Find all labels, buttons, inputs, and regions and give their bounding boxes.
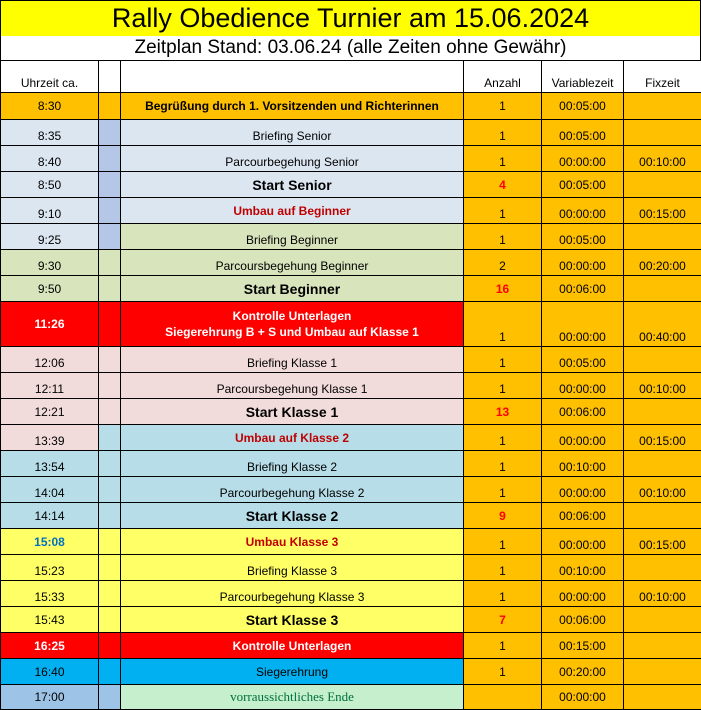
row-count: 1 [464, 120, 542, 146]
row-fixed: 00:10:00 [624, 146, 701, 172]
row-variable: 00:10:00 [542, 555, 624, 581]
row-time: 15:08 [1, 529, 99, 555]
row-count: 1 [464, 302, 542, 347]
row-count: 1 [464, 93, 542, 120]
row-label: Start Klasse 1 [121, 399, 464, 425]
row-variable: 00:00:00 [542, 529, 624, 555]
header-spacer-2 [121, 61, 464, 93]
row-marker [99, 172, 121, 198]
row-label: Briefing Beginner [121, 224, 464, 250]
row-label: Umbau auf Klasse 2 [121, 425, 464, 451]
row-fixed [624, 399, 701, 425]
row-marker [99, 685, 121, 710]
row-marker [99, 399, 121, 425]
header-spacer-1 [99, 61, 121, 93]
row-fixed [624, 276, 701, 302]
row-count: 9 [464, 503, 542, 529]
row-time: 16:25 [1, 633, 99, 659]
row-label: Briefing Klasse 1 [121, 347, 464, 373]
row-time: 8:30 [1, 93, 99, 120]
row-time: 12:06 [1, 347, 99, 373]
row-variable: 00:00:00 [542, 373, 624, 399]
row-time: 8:40 [1, 146, 99, 172]
row-count: 1 [464, 347, 542, 373]
row-marker [99, 477, 121, 503]
row-count: 1 [464, 555, 542, 581]
row-time: 12:11 [1, 373, 99, 399]
header-time: Uhrzeit ca. [1, 61, 99, 93]
row-time: 11:26 [1, 302, 99, 347]
table-row [1, 659, 701, 685]
row-marker [99, 373, 121, 399]
row-label: Start Klasse 2 [121, 503, 464, 529]
row-fixed [624, 555, 701, 581]
row-fixed: 00:15:00 [624, 198, 701, 224]
header-fixed: Fixzeit [624, 61, 701, 93]
header-count: Anzahl [464, 61, 542, 93]
row-marker [99, 250, 121, 276]
schedule-table [0, 60, 701, 710]
row-label: Parcoursbegehung Klasse 1 [121, 373, 464, 399]
row-time: 8:50 [1, 172, 99, 198]
page-subtitle: Zeitplan Stand: 03.06.24 (alle Zeiten ohne Gewähr) [0, 36, 701, 60]
row-variable: 00:06:00 [542, 607, 624, 633]
row-variable: 00:00:00 [542, 581, 624, 607]
row-label: Parcourbegehung Klasse 3 [121, 581, 464, 607]
page-title: Rally Obedience Turnier am 15.06.2024 [0, 0, 701, 37]
row-variable: 00:00:00 [542, 198, 624, 224]
row-marker [99, 425, 121, 451]
row-count: 4 [464, 172, 542, 198]
row-label: vorraussichtliches Ende [121, 685, 464, 710]
table-row [1, 399, 701, 425]
row-count [464, 685, 542, 710]
table-row [1, 555, 701, 581]
row-variable: 00:06:00 [542, 503, 624, 529]
table-row [1, 250, 701, 276]
row-fixed [624, 172, 701, 198]
row-marker [99, 607, 121, 633]
row-fixed [624, 633, 701, 659]
table-row [1, 633, 701, 659]
row-fixed [624, 347, 701, 373]
row-count: 1 [464, 224, 542, 250]
row-fixed: 00:40:00 [624, 302, 701, 347]
table-row [1, 302, 701, 347]
table-row [1, 276, 701, 302]
row-marker [99, 120, 121, 146]
row-count: 1 [464, 451, 542, 477]
row-time: 15:23 [1, 555, 99, 581]
table-row [1, 477, 701, 503]
row-marker [99, 198, 121, 224]
table-row [1, 93, 701, 120]
row-fixed: 00:10:00 [624, 373, 701, 399]
row-variable: 00:00:00 [542, 477, 624, 503]
row-marker [99, 555, 121, 581]
row-variable: 00:00:00 [542, 425, 624, 451]
row-label: Siegerehrung [121, 659, 464, 685]
row-fixed [624, 451, 701, 477]
row-time: 14:04 [1, 477, 99, 503]
row-label: Kontrolle Unterlagen [121, 633, 464, 659]
row-fixed [624, 224, 701, 250]
row-time: 15:43 [1, 607, 99, 633]
row-count: 2 [464, 250, 542, 276]
row-fixed [624, 503, 701, 529]
row-fixed: 00:20:00 [624, 250, 701, 276]
row-label: Umbau Klasse 3 [121, 529, 464, 555]
row-count: 1 [464, 425, 542, 451]
row-label-line-1: Kontrolle Unterlagen [121, 308, 463, 324]
row-fixed [624, 120, 701, 146]
row-label: Briefing Klasse 3 [121, 555, 464, 581]
row-marker [99, 529, 121, 555]
row-fixed [624, 685, 701, 710]
table-row [1, 172, 701, 198]
table-row [1, 685, 701, 710]
row-variable: 00:15:00 [542, 633, 624, 659]
row-variable: 00:05:00 [542, 120, 624, 146]
row-fixed: 00:15:00 [624, 425, 701, 451]
row-fixed: 00:10:00 [624, 477, 701, 503]
table-row [1, 529, 701, 555]
row-label [121, 302, 464, 347]
row-variable: 00:05:00 [542, 347, 624, 373]
table-row [1, 425, 701, 451]
row-marker [99, 451, 121, 477]
row-fixed: 00:15:00 [624, 529, 701, 555]
row-count: 1 [464, 633, 542, 659]
row-label: Briefing Klasse 2 [121, 451, 464, 477]
row-label: Parcoursbegehung Beginner [121, 250, 464, 276]
row-marker [99, 146, 121, 172]
table-row [1, 503, 701, 529]
row-label: Start Senior [121, 172, 464, 198]
row-fixed: 00:10:00 [624, 581, 701, 607]
row-variable: 00:06:00 [542, 276, 624, 302]
row-label-line-2: Siegerehrung B + S und Umbau auf Klasse 1 [121, 324, 463, 340]
row-time: 9:10 [1, 198, 99, 224]
row-variable: 00:05:00 [542, 172, 624, 198]
row-time: 13:54 [1, 451, 99, 477]
row-variable: 00:05:00 [542, 93, 624, 120]
row-marker [99, 224, 121, 250]
row-marker [99, 503, 121, 529]
row-time: 14:14 [1, 503, 99, 529]
header-row [1, 61, 701, 93]
row-time: 9:50 [1, 276, 99, 302]
row-count: 16 [464, 276, 542, 302]
table-row [1, 451, 701, 477]
row-fixed [624, 93, 701, 120]
row-marker [99, 633, 121, 659]
row-label: Briefing Senior [121, 120, 464, 146]
row-time: 8:35 [1, 120, 99, 146]
row-time: 13:39 [1, 425, 99, 451]
row-variable: 00:20:00 [542, 659, 624, 685]
row-label: Parcourbegehung Klasse 2 [121, 477, 464, 503]
row-time: 17:00 [1, 685, 99, 710]
table-row [1, 581, 701, 607]
row-label: Umbau auf Beginner [121, 198, 464, 224]
table-row [1, 120, 701, 146]
row-variable: 00:06:00 [542, 399, 624, 425]
row-time: 9:25 [1, 224, 99, 250]
row-count: 1 [464, 146, 542, 172]
row-count: 1 [464, 373, 542, 399]
row-fixed [624, 659, 701, 685]
row-label: Begrüßung durch 1. Vorsitzenden und Richterinnen [121, 93, 464, 120]
row-fixed [624, 607, 701, 633]
row-label: Parcourbegehung Senior [121, 146, 464, 172]
row-time: 9:30 [1, 250, 99, 276]
table-row [1, 224, 701, 250]
table-row [1, 347, 701, 373]
row-marker [99, 347, 121, 373]
table-row [1, 146, 701, 172]
row-count: 1 [464, 477, 542, 503]
row-count: 7 [464, 607, 542, 633]
header-variable: Variablezeit [542, 61, 624, 93]
row-marker [99, 302, 121, 347]
row-label: Start Klasse 3 [121, 607, 464, 633]
row-label: Start Beginner [121, 276, 464, 302]
row-time: 15:33 [1, 581, 99, 607]
row-variable: 00:00:00 [542, 302, 624, 347]
row-variable: 00:00:00 [542, 146, 624, 172]
row-count: 1 [464, 659, 542, 685]
row-marker [99, 276, 121, 302]
row-variable: 00:10:00 [542, 451, 624, 477]
row-count: 13 [464, 399, 542, 425]
row-variable: 00:00:00 [542, 685, 624, 710]
row-marker [99, 581, 121, 607]
row-count: 1 [464, 581, 542, 607]
row-time: 12:21 [1, 399, 99, 425]
table-row [1, 373, 701, 399]
row-marker [99, 659, 121, 685]
row-variable: 00:00:00 [542, 250, 624, 276]
table-row [1, 198, 701, 224]
row-time: 16:40 [1, 659, 99, 685]
row-count: 1 [464, 198, 542, 224]
row-marker [99, 93, 121, 120]
table-row [1, 607, 701, 633]
row-count: 1 [464, 529, 542, 555]
row-variable: 00:05:00 [542, 224, 624, 250]
